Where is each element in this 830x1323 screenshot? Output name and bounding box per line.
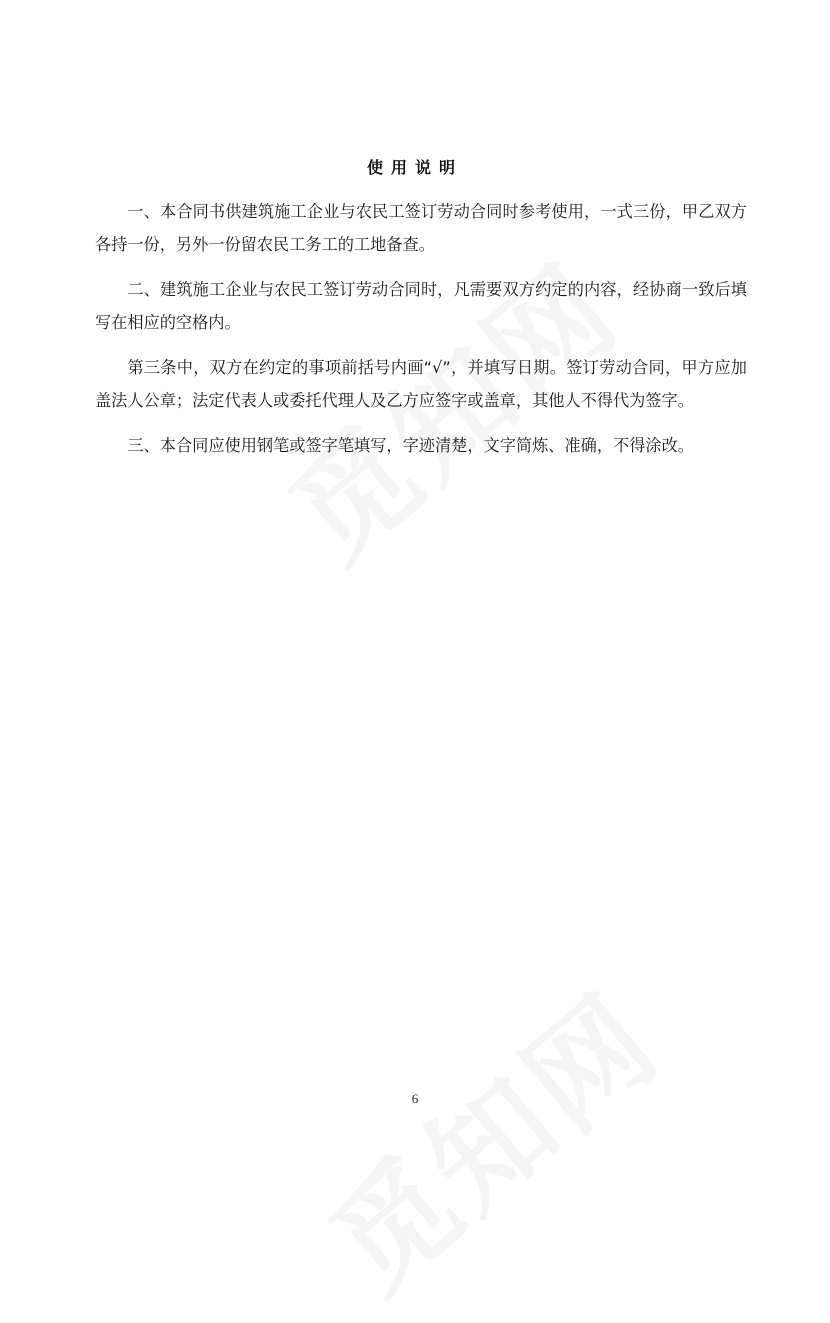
paragraph: 二、建筑施工企业与农民工签订劳动合同时，凡需要双方约定的内容，经协商一致后填写在相应的空格内。 bbox=[95, 280, 747, 332]
paragraph: 三、本合同应使用钢笔或签字笔填写，字迹清楚，文字简炼、准确，不得涂改。 bbox=[127, 436, 694, 455]
paragraph: 一、本合同书供建筑施工企业与农民工签订劳动合同时参考使用，一式三份，甲乙双方各持一份，另外一份留农民工务工的工地备查。 bbox=[95, 202, 747, 254]
document-body bbox=[95, 196, 747, 476]
document-title: 使用说明 bbox=[366, 158, 463, 177]
paragraph: 第三条中，双方在约定的事项前括号内画“√”，并填写日期。签订劳动合同，甲方应加盖法人公章；法定代表人或委托代理人及乙方应签字或盖章，其他人不得代为签字。 bbox=[95, 358, 747, 410]
watermark bbox=[289, 949, 689, 1323]
page-number: 6 bbox=[411, 1091, 419, 1106]
